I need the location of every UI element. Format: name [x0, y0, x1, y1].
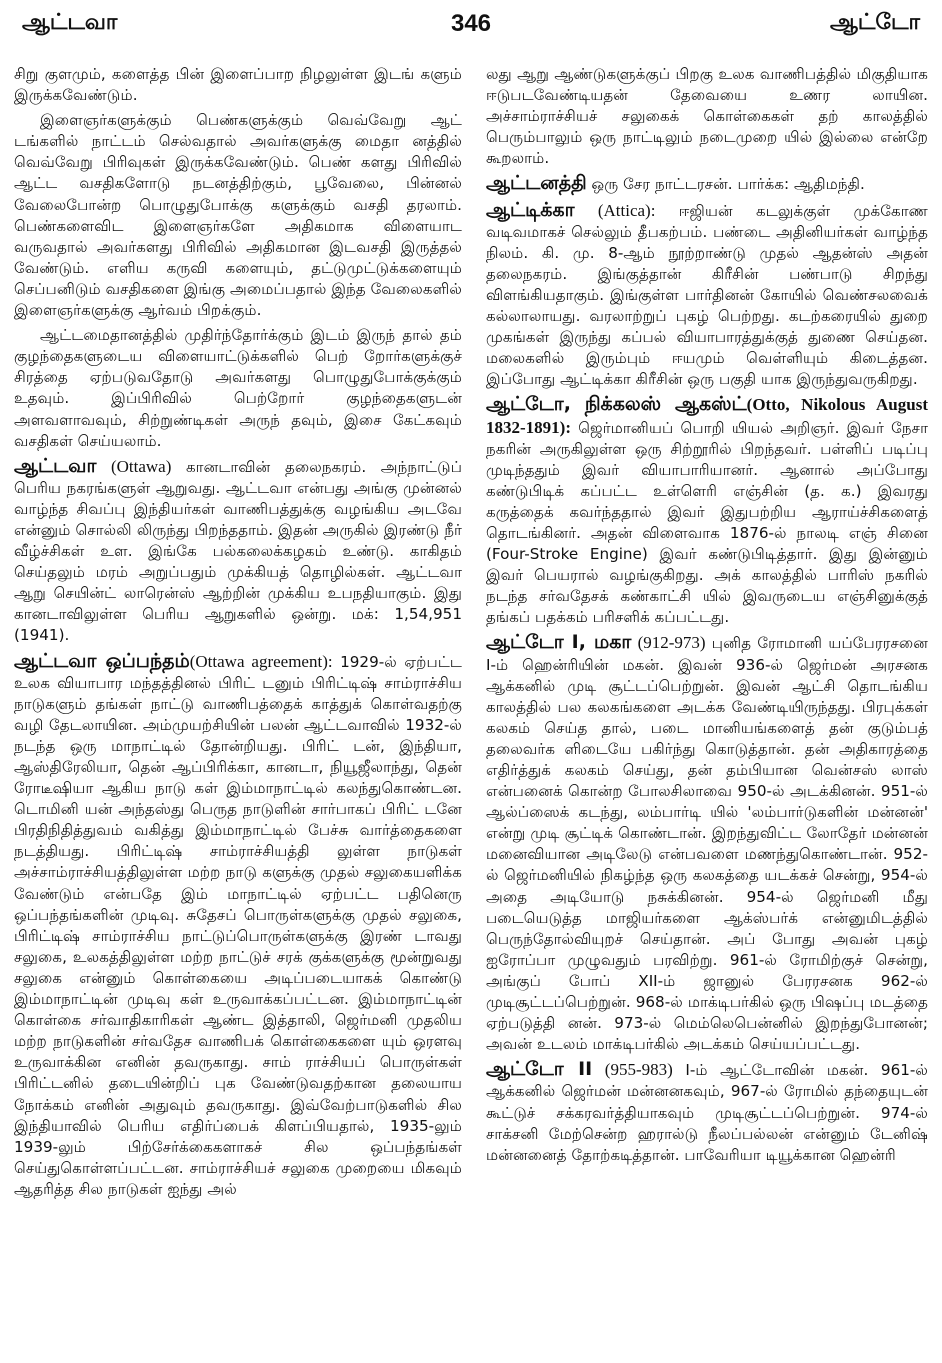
- paragraph: லது ஆறு ஆண்டுகளுக்குப் பிறகு உலக வாணிபத்தில் மிகுதியாக ஈடுபடவேண்டியதன் தேவையை உணர லாயின. அச்சாம்ராச்சியச் சலுகைக் கொள்கைகள் தற் காலத்தில் பெரும்பாலும் ஒரு நாட்டிலும் நடைமுறை யில் இல்லை என்றே கூறலாம்.: [486, 65, 928, 168]
- entry-heading: ஆட்டவா ஒப்பந்தம்: [14, 649, 190, 672]
- entry-otto-nikolaus-august: [486, 394, 928, 628]
- entry-heading: ஆட்டோ II: [486, 1058, 593, 1081]
- entry-body: கானடாவின் தலைநகரம். அந்நாட்டுப் பெரிய நகரங்களுள் ஆறுவது. ஆட்டவா என்பது அங்கு முன்னல் வாழ்ந்த சிவப்பு இந்தியர்கள் வாணிபத்துக்கு வழங்கிய அடவே என்னும் சொல்லி லிருந்து பிறந்ததாம். இதன் அருகில் இரண்டு நீர் வீழ்ச்சிகள் உள. இங்கே பல்கலைக்கழகம் உண்டு. காகிதம் செய்தலும் மரம் அறுப்பதும் முக்கியத் தொழில்கள். ஆட்டவா ஆறு செயின்ட் லாரென்ஸ் ஆற்றின் முக்கிய உபநதியாகும். இது கானடாவிலுள்ள பெரிய ஆறுகளில் ஒன்று. மக்: 1,54,951 (1941).: [14, 457, 462, 645]
- entry-body: 1929-ல் ஏற்பட்ட உலக வியாபார மந்தத்தினல் பிரிட் டனும் பிரிட்டிஷ் சாம்ராச்சிய நாடுகளும் தங்கள் நாட்டு வாணிபத்தைக் காத்துக் கொள்வதற்கு வழி தேடலாயின. அம்முயற்சியின் பலன் ஆட்டவாவில் 1932-ல் நடந்த ஒரு மாநாட்டில் தோன்றியது. பிரிட் டன், இந்தியா, ஆஸ்திரேலியா, தென் ஆப்பிரிக்கா, கானடா, நியூஜீலாந்து, தென் ரோடீஷியா ஆகிய நாடு கள் இம்மாநாட்டில் கலந்துகொண்டன. டொமினி யன் அந்தஸ்து பெருத நாடுளின் சார்பாகப் பிரிட் டனே பிரதிநிதித்துவம் வகித்து இம்மாநாட்டில் பேச்சு வார்த்தைகளை நடத்தியது. பிரிட்டிஷ் சாம்ராச்சியத்தி லுள்ள நாடுகள் அச்சாம்ராச்சியத்திலுள்ள மற்ற நாடு களுக்கு முதல் சலுகையளிக்க வேண்டும் என்பதே இம் மாநாட்டில் ஏற்பட்ட பதினெரு ஒப்பந்தங்களின் முடிவு. சுதேசப் பொருள்களுக்கு முதல் சலுகை, பிரிட்டிஷ் சாம்ராச்சிய நாட்டுப்பொருள்களுக்கு இரண் டாவது சலுகை, உலகத்திலுள்ள மற்ற நாட்டுச் சரக் குக்களுக்கு மூன்றுவது சலுகை என்னும் கொள்கையை அடிப்படையாகக் கொண்டு இம்மாநாட்டின் முடிவு கள் உருவாக்கப்பட்டன. இம்மாநாட்டின் கொள்கை சர்வாதிகாரிகள் ஆண்ட இத்தாலி, ஜெர்மனி முதலிய மற்ற நாடுகளின் சர்வதேச வாணிபக் கொள்கைகளை யும் ஒரளவு உருவாக்கின எனின் தவருகாது. சாம் ராச்சியப் பொருள்கள் பிரிட்டனில் தடையின்றிப் புக வேண்டுவதற்கான தலையாய நோக்கம் எனின் அதுவும் தவருகாது. இவ்வேற்பாடுகளில் சில இந்தியாவில் பெரிய எதிர்ப்பைக் கிளப்பியதால், 1935-லும் 1939-லும் பிற்சேர்க்கைகளாகச் சில ஒப்பந்தங்கள் செய்துகொள்ளப்பட்டன. சாம்ராச்சியச் சலுகை முறையை மிகவும் ஆதரித்த சில நாடுகள் ஐந்து அல்: [14, 652, 462, 1198]
- entry-body: ஒரு சேர நாட்டரசன். பார்க்க: ஆதிமந்தி.: [591, 175, 865, 194]
- entry-body: புனித ரோமானி யப்பேரரசனை I-ம் ஹென்ரியின் மகன். இவன் 936-ல் ஜெர்மன் அரசனக ஆக்கனில் முடி சூட்டப்பெற்றுன். இவன் ஆட்சி தொடங்கிய காலத்தில் பல கலகங்களை அடக்க வேண்டியிருந்தது. பிரபுக்கள் கலகம் செய்த தால், படை மானியங்களைத் தன் குடும்பத் தலைவர்க ளிடையே பகிர்ந்து கொடுத்தான். தன் அதிகாரத்தை எதிர்த்துக் கலகம் செய்து, தன் தம்பியான வென்சஸ் லாஸ் என்பனைக் கொன்ற போலசிலாவை 950-ல் அடக்கினன். 951-ல் ஆல்ப்ஸைக் கடந்து, லம்பார்டி யில் 'லம்பார்டுகளின் மன்னன்' என்று முடி சூட்டிக் கொண்டான். இறந்துவிட்ட லோதேர் மன்னன் மனைவியான அடிலேடு என்பவளை மணந்துகொண்டான். 952-ல் ஜெர்மனியில் நிகழ்ந்த ஒரு கலகத்தை யடக்கச் சென்று, 954-ல் அதை அடியோடு நசுக்கினன். 954-ல் ஜெர்மனி மீது படையெடுத்த மாஜியர்களை ஆக்ஸ்பர்க் என்னுமிடத்தில் பெருந்தோல்வியுறச் செய்தான். அப் போது அவன் புகழ் ஐரோப்பா முழுவதும் பரவிற்று. 961-ல் ரோமிற்குச் சென்று, அங்குப் போப் XII-ம் ஜானுல் பேரரசனக 962-ல் முடிசூட்டப்பெற்றுன். 968-ல் மாக்டிபர்கில் ஒரு பிஷப்பு மடத்தை ஏற்படுத்தி னன். 973-ல் மெம்லெபென்னில் இறந்துபோனன்; அவன் உடலம் மாக்டிபர்கில் அடக்கம் செய்யப்பட்டது.: [486, 634, 929, 1054]
- entry-attanatti: [486, 173, 928, 195]
- right-column: [486, 64, 928, 1170]
- entry-heading: ஆட்டோ, நிக்கலஸ் ஆகஸ்ட்: [486, 393, 747, 416]
- entry-heading: ஆட்டோ I, மகா: [486, 631, 632, 654]
- paragraph: இளைஞர்களுக்கும் பெண்களுக்கும் வெவ்வேறு ஆட் டங்களில் நாட்டம் செல்வதால் அவர்களுக்கு மைதா னத்தில் வெவ்வேறு பிரிவுகள் இருக்கவேண்டும். பெண் களது பிரிவில் ஆட்ட வசதிகளோடு நடனத்திற்கும், பூவேலை, பின்னல் வேலைபோன்ற பொழுதுபோக்கு களுக்கும் வசதி தரலாம். பெண்களைவிட இளைஞர்களே அதிகமாக விளையாட வருவதால் அவர்களது பிரிவில் அதிகமான இடவசதி இருத்தல் வேண்டும். எளிய கருவி களையும், தட்டுமுட்டுக்களையும் செப்பனிடும் வசதிகளை இங்கு அமைப்பதால் இந்த வேலைகளில் இளைஞர்களுக்கு ஆர்வம் பிறக்கும்.: [14, 111, 462, 320]
- entry-latin-name: (Attica):: [597, 200, 656, 220]
- entry-otto-ii: [486, 1059, 928, 1165]
- entry-attica: [486, 200, 928, 391]
- entry-ottawa-agreement: [14, 651, 462, 1200]
- entry-ottawa: [14, 456, 462, 647]
- entry-heading: ஆட்டனத்தி: [486, 172, 587, 195]
- running-head-left: ஆட்டவா: [22, 10, 118, 35]
- entry-body: ஈஜியன் கடலுக்குள் முக்கோண வடிவமாகச் செல்லும் தீபகற்பம். பண்டை அதினியர்கள் வாழ்ந்த நிலம். கி. மு. 8-ஆம் நூற்றாண்டு முதல் ஆதன்ஸ் அதன் தலைநகரம். இங்குத்தான் கிரீசின் பண்பாடு சிறந்து விளங்கியதாகும். இங்குள்ள பார்தினன் கோயில் வெண்சலவைக் கல்லாலாயது. வரலாற்றுப் புகழ் பெற்றது. கடற்கரையில் துறை முகங்கள் இருந்து கப்பல் வியாபாரத்துக்குத் துணை செய்தன. மலைகளில் இரும்பும் ஈயமும் வெள்ளியும் கிடைத்தன. இப்போது ஆட்டிக்கா கிரீசின் ஒரு பகுதி யாக இருந்துவருகிறது.: [486, 201, 928, 389]
- page-number: 346: [450, 10, 492, 37]
- running-head-right: ஆட்டோ: [830, 10, 920, 35]
- entry-heading: ஆட்டவா: [14, 454, 97, 477]
- entry-latin-name: (912-973): [637, 633, 706, 653]
- entry-body: I-ம் ஆட்டோவின் மகன். 961-ல் ஆக்கனில் ஜெர்மன் மன்னனகவும், 967-ல் ரோமில் தந்தையுடன் கூட்டுச் சக்கரவர்த்தியாகவும் முடிசூட்டப்பெற்றுன். 974-ல் சாக்சனி மேற்சென்ற ஹரால்டு நீலப்பல்லன் என்னும் டேனிஷ் மன்னனைத் தோற்கடித்தான். பாவேரியா டியூக்கான ஹென்ரி: [486, 1061, 928, 1164]
- entry-heading: ஆட்டிக்கா: [486, 198, 575, 221]
- entry-latin-name: (Otto, Nikolous August 1832-1891):: [486, 395, 928, 437]
- entry-latin-name: (955-983): [604, 1060, 673, 1080]
- entry-latin-name: (Ottawa): [110, 456, 172, 476]
- paragraph: ஆட்டமைதானத்தில் முதிர்ந்தோர்க்கும் இடம் இருந் தால் தம் குழந்தைகளுடைய விளையாட்டுக்களில் பெற் றோர்களுக்குச் சிரத்தை ஏற்படுவதோடு அவர்களது பொழுதுபோக்குக்கும் உதவும். இப்பிரிவில் பெற்றோர் குழந்தைகளுடன் அளவளாவவும், சிற்றுண்டிகள் அருந் தவும், இசை கேட்கவும் வசதிகள் செய்யலாம்.: [14, 326, 462, 450]
- entry-body: ஜெர்மானியப் பொறி யியல் அறிஞர். இவர் நேசா நகரின் அருகிலுள்ள ஒரு சிற்றூரில் பிறந்தவர். பள்ளிப் படிப்பு முடிந்ததும் இவர் வியாபாரியானர். ஆனால் அப்போது கண்டுபிடிக் கப்பட்ட உள்ளெரி எஞ்சின் (த. க.) இவரது கருத்தைக் கவர்ந்ததால் இவர் இதுபற்றிய ஆராய்ச்சிகளைத் தொடங்கினர். அதன் விளைவாக 1876-ல் நாலடி எஞ் சினை (Four-Stroke Engine) இவர் கண்டுபிடித்தார். இது இன்னும் இவர் பெயரால் வழங்குகிறது. அக் காலத்தில் பாரிஸ் நகரில் நடந்த சர்வதேசக் கண்காட்சி யில் இவருடைய எஞ்சினுக்குத் தங்கப் பதக்கம் பரிசளிக் கப்பட்டது.: [486, 418, 929, 627]
- entry-otto-i: [486, 632, 928, 1055]
- entry-latin-name: (Ottawa agreement):: [189, 651, 333, 671]
- left-column: [14, 64, 462, 1204]
- paragraph: சிறு குளமும், களைத்த பின் இளைப்பாற நிழலுள்ள இடங் களும் இருக்கவேண்டும்.: [14, 65, 462, 105]
